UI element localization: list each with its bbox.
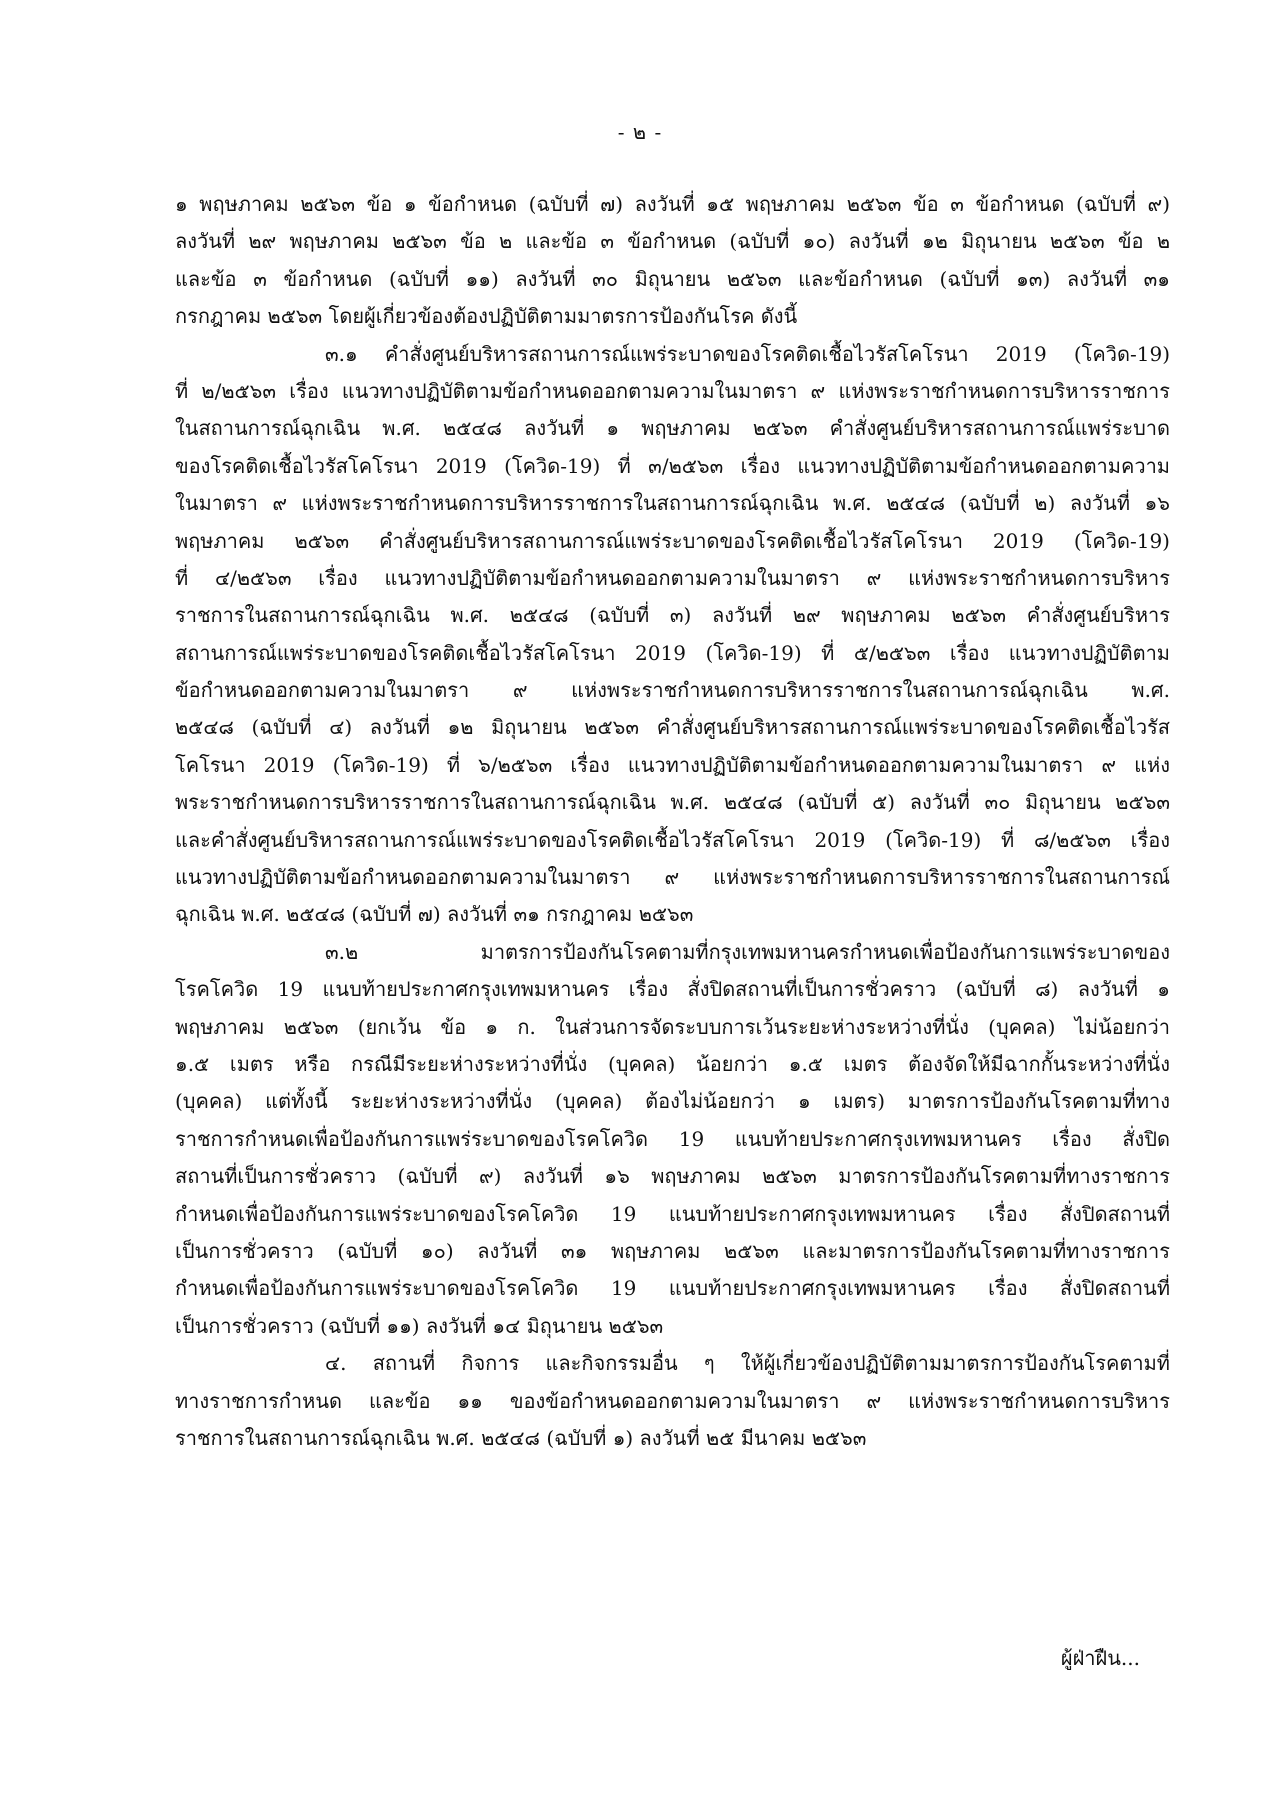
section-4-heading: ๔. สถานที่ กิจการ และกิจกรรมอื่น ๆ ให้ผู้เกี่ยวข้องปฏิบัติตามมาตรการป้องกันโรคตามที่	[325, 1351, 1170, 1376]
text-line: ของโรคติดเชื้อไวรัสโคโรนา 2019 (โควิด-19) ที่ ๓/๒๕๖๓ เรื่อง แนวทางปฏิบัติตามข้อกำหนดออกตามความ	[175, 453, 1170, 478]
section-3-1-heading: ๓.๑ คำสั่งศูนย์บริหารสถานการณ์แพร่ระบาดของโรคติดเชื้อไวรัสโคโรนา 2019 (โควิด-19)	[325, 341, 1170, 366]
text-line: ราชการกำหนดเพื่อป้องกันการแพร่ระบาดของโรคโควิด 19 แนบท้ายประกาศกรุงเทพมหานคร เรื่อง สั่งปิด	[175, 1126, 1170, 1151]
body-text	[175, 186, 1170, 1457]
text-line: ๑.๕ เมตร หรือ กรณีมีระยะห่างระหว่างที่นั่ง (บุคคล) น้อยกว่า ๑.๕ เมตร ต้องจัดให้มีฉากกั้นระหว่างที่นั่ง	[175, 1051, 1170, 1076]
text-line: โรคโควิด 19 แนบท้ายประกาศกรุงเทพมหานคร เรื่อง สั่งปิดสถานที่เป็นการชั่วคราว (ฉบับที่ ๘) ลงวันที่ ๑	[175, 977, 1170, 1002]
text-line: ที่ ๒/๒๕๖๓ เรื่อง แนวทางปฏิบัติตามข้อกำหนดออกตามความในมาตรา ๙ แห่งพระราชกำหนดการบริหารราชการ	[175, 378, 1170, 403]
text-line: ข้อกำหนดออกตามความในมาตรา ๙ แห่งพระราชกำหนดการบริหารราชการในสถานการณ์ฉุกเฉิน พ.ศ.	[175, 678, 1170, 703]
text-line: และข้อ ๓ ข้อกำหนด (ฉบับที่ ๑๑) ลงวันที่ ๓๐ มิถุนายน ๒๕๖๓ และข้อกำหนด (ฉบับที่ ๑๓) ลงวันที่ ๓๑	[175, 266, 1170, 291]
text-line: ลงวันที่ ๒๙ พฤษภาคม ๒๕๖๓ ข้อ ๒ และข้อ ๓ ข้อกำหนด (ฉบับที่ ๑๐) ลงวันที่ ๑๒ มิถุนายน ๒๕๖๓ ข้อ ๒	[175, 229, 1170, 254]
page-number: - ๒ -	[617, 120, 663, 144]
text-line: เป็นการชั่วคราว (ฉบับที่ ๑๐) ลงวันที่ ๓๑ พฤษภาคม ๒๕๖๓ และมาตรการป้องกันโรคตามที่ทางราชการ	[175, 1238, 1170, 1263]
text-line: สถานที่เป็นการชั่วคราว (ฉบับที่ ๙) ลงวันที่ ๑๖ พฤษภาคม ๒๕๖๓ มาตรการป้องกันโรคตามที่ทางราชการ	[175, 1164, 1170, 1189]
text-line: ฉุกเฉิน พ.ศ. ๒๕๔๘ (ฉบับที่ ๗) ลงวันที่ ๓๑ กรกฎาคม ๒๕๖๓	[175, 902, 694, 927]
text-line: กำหนดเพื่อป้องกันการแพร่ระบาดของโรคโควิด 19 แนบท้ายประกาศกรุงเทพมหานคร เรื่อง สั่งปิดสถานที่	[175, 1276, 1170, 1301]
text-line: ๑ พฤษภาคม ๒๕๖๓ ข้อ ๑ ข้อกำหนด (ฉบับที่ ๗) ลงวันที่ ๑๕ พฤษภาคม ๒๕๖๓ ข้อ ๓ ข้อกำหนด (ฉบับที่ ๙)	[175, 192, 1170, 216]
text-line: ในสถานการณ์ฉุกเฉิน พ.ศ. ๒๕๔๘ ลงวันที่ ๑ พฤษภาคม ๒๕๖๓ คำสั่งศูนย์บริหารสถานการณ์แพร่ระบาด	[175, 416, 1170, 441]
text-line: พฤษภาคม ๒๕๖๓ (ยกเว้น ข้อ ๑ ก. ในส่วนการจัดระบบการเว้นระยะห่างระหว่างที่นั่ง (บุคคล) ไม่น้อยกว่า	[175, 1014, 1170, 1039]
text-line: เป็นการชั่วคราว (ฉบับที่ ๑๑) ลงวันที่ ๑๔ มิถุนายน ๒๕๖๓	[175, 1313, 664, 1338]
text-line: (บุคคล) แต่ทั้งนี้ ระยะห่างระหว่างที่นั่ง (บุคคล) ต้องไม่น้อยกว่า ๑ เมตร) มาตรการป้องกันโรคตามที่ทาง	[175, 1089, 1170, 1114]
section-3-2-heading: ๓.๒ มาตรการป้องกันโรคตามที่กรุงเทพมหานครกำหนดเพื่อป้องกันการแพร่ระบาดของ	[325, 939, 1170, 964]
text-line: ราชการในสถานการณ์ฉุกเฉิน พ.ศ. ๒๕๔๘ (ฉบับที่ ๑) ลงวันที่ ๒๕ มีนาคม ๒๕๖๓	[175, 1425, 867, 1450]
text-line: และคำสั่งศูนย์บริหารสถานการณ์แพร่ระบาดของโรคติดเชื้อไวรัสโคโรนา 2019 (โควิด-19) ที่ ๘/๒๕๖๓ เรื่อง	[175, 827, 1170, 852]
text-line: พระราชกำหนดการบริหารราชการในสถานการณ์ฉุกเฉิน พ.ศ. ๒๕๔๘ (ฉบับที่ ๕) ลงวันที่ ๓๐ มิถุนายน ๒๕๖๓	[175, 790, 1170, 815]
text-line: ในมาตรา ๙ แห่งพระราชกำหนดการบริหารราชการในสถานการณ์ฉุกเฉิน พ.ศ. ๒๕๔๘ (ฉบับที่ ๒) ลงวันที่ ๑๖	[175, 491, 1170, 516]
text-line: กรกฎาคม ๒๕๖๓ โดยผู้เกี่ยวข้องต้องปฏิบัติตามมาตรการป้องกันโรค ดังนี้	[175, 304, 798, 329]
text-line: โคโรนา 2019 (โควิด-19) ที่ ๖/๒๕๖๓ เรื่อง แนวทางปฏิบัติตามข้อกำหนดออกตามความในมาตรา ๙ แห่ง	[175, 752, 1170, 777]
continuation-block	[0, 1480, 1280, 1800]
text-line: พฤษภาคม ๒๕๖๓ คำสั่งศูนย์บริหารสถานการณ์แพร่ระบาดของโรคติดเชื้อไวรัสโคโรนา 2019 (โควิด-19)	[175, 528, 1170, 553]
text-line: ๒๕๔๘ (ฉบับที่ ๔) ลงวันที่ ๑๒ มิถุนายน ๒๕๖๓ คำสั่งศูนย์บริหารสถานการณ์แพร่ระบาดของโรคติดเชื้อไวรัส	[175, 715, 1170, 740]
text-line: สถานการณ์แพร่ระบาดของโรคติดเชื้อไวรัสโคโรนา 2019 (โควิด-19) ที่ ๕/๒๕๖๓ เรื่อง แนวทางปฏิบัติตาม	[175, 640, 1170, 665]
continuation-text: ผู้ฝ่าฝืน...	[1060, 1646, 1140, 1670]
text-line: ราชการในสถานการณ์ฉุกเฉิน พ.ศ. ๒๕๔๘ (ฉบับที่ ๓) ลงวันที่ ๒๙ พฤษภาคม ๒๕๖๓ คำสั่งศูนย์บริหาร	[175, 603, 1170, 628]
text-line: ทางราชการกำหนด และข้อ ๑๑ ของข้อกำหนดออกตามความในมาตรา ๙ แห่งพระราชกำหนดการบริหาร	[175, 1388, 1170, 1413]
text-line: กำหนดเพื่อป้องกันการแพร่ระบาดของโรคโควิด 19 แนบท้ายประกาศกรุงเทพมหานคร เรื่อง สั่งปิดสถานที่	[175, 1201, 1170, 1226]
text-line: แนวทางปฏิบัติตามข้อกำหนดออกตามความในมาตรา ๙ แห่งพระราชกำหนดการบริหารราชการในสถานการณ์	[175, 865, 1170, 890]
text-line: ที่ ๔/๒๕๖๓ เรื่อง แนวทางปฏิบัติตามข้อกำหนดออกตามความในมาตรา ๙ แห่งพระราชกำหนดการบริหาร	[175, 565, 1170, 590]
